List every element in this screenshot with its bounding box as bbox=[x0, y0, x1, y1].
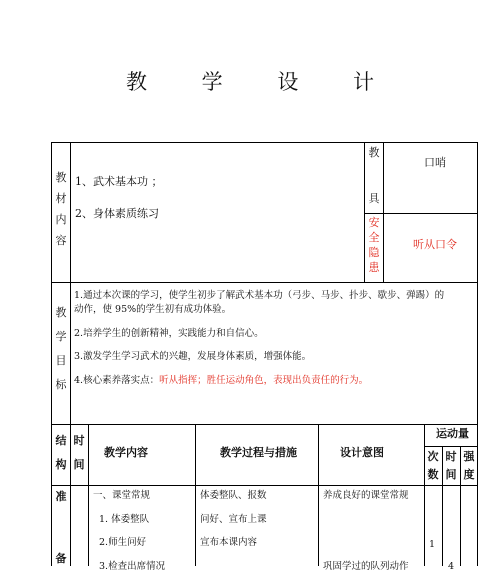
col-divider bbox=[195, 424, 196, 566]
header-time: 时 间 bbox=[73, 434, 85, 471]
header-content: 教学内容 bbox=[104, 446, 148, 459]
prep-content-1: 一、课堂常规 bbox=[93, 490, 151, 501]
header-intent: 设计意图 bbox=[340, 446, 384, 459]
objective-1-line-1: 1.通过本次课的学习，使学生初步了解武术基本功（弓步、马步、扑步、歇步、弹踢）的 bbox=[74, 290, 445, 301]
header-structure: 结 构 bbox=[55, 434, 67, 471]
row-divider bbox=[51, 424, 478, 425]
page-title: 教 学 设 计 bbox=[125, 70, 399, 94]
objective-2: 2.培养学生的创新精神，实践能力和自信心。 bbox=[74, 328, 264, 339]
header-load: 运动量 bbox=[436, 427, 469, 440]
row-divider bbox=[424, 446, 478, 447]
objective-4-prefix: 4.核心素养落实点： bbox=[74, 375, 160, 386]
equipment-value: 口哨 bbox=[424, 156, 446, 169]
table-border-left bbox=[51, 142, 52, 566]
objective-4 bbox=[74, 374, 368, 387]
header-process: 教学过程与措施 bbox=[220, 446, 297, 459]
safety-label: 安 全 隐 患 bbox=[368, 216, 380, 274]
row-divider bbox=[51, 485, 478, 486]
safety-value: 听从口令 bbox=[413, 238, 457, 251]
header-duration: 时 间 bbox=[445, 450, 457, 481]
prep-intent-1: 养成良好的课堂常规 bbox=[323, 490, 409, 501]
col-divider bbox=[460, 446, 461, 566]
materials-label: 教 材 内 容 bbox=[55, 171, 67, 247]
material-item-1: 1、武术基本功 ； bbox=[75, 175, 163, 188]
prep-process-2: 问好、宣布上课 bbox=[200, 514, 267, 525]
col-divider bbox=[364, 142, 365, 282]
table-border-right bbox=[477, 142, 478, 566]
prep-process-3: 宣布本课内容 bbox=[200, 537, 258, 548]
row-divider bbox=[51, 282, 478, 283]
objective-3: 3.激发学生学习武术的兴趣，发展身体素质，增强体能。 bbox=[74, 351, 312, 362]
prep-structure-label: 准 备 bbox=[55, 490, 67, 565]
table-border-top bbox=[51, 142, 478, 143]
col-divider bbox=[442, 446, 443, 566]
prep-intent-2: 巩固学过的队列动作 bbox=[323, 561, 409, 572]
row-divider bbox=[364, 213, 478, 214]
prep-duration: 4 bbox=[448, 561, 455, 572]
objectives-label: 教 学 目 标 bbox=[55, 306, 67, 391]
header-count: 次 数 bbox=[427, 450, 439, 481]
header-intensity: 强 度 bbox=[463, 450, 475, 481]
prep-count: 1 bbox=[429, 539, 436, 550]
material-item-2: 2、身体素质练习 bbox=[75, 207, 159, 220]
objective-4-highlight: 听从指挥；胜任运动角色，表现出负责任的行为。 bbox=[159, 375, 369, 386]
objective-1-line-2: 动作，使 95%的学生初有成功体验。 bbox=[74, 304, 232, 315]
prep-process-1: 体委整队、报数 bbox=[200, 490, 267, 501]
col-divider bbox=[318, 424, 319, 566]
col-divider bbox=[88, 424, 89, 566]
prep-content-3: 2.师生问好 bbox=[99, 537, 147, 548]
col-divider bbox=[383, 142, 384, 282]
prep-content-2: 1. 体委整队 bbox=[99, 514, 150, 525]
prep-content-4: 3.检查出席情况 bbox=[99, 561, 166, 572]
col-divider bbox=[70, 424, 71, 566]
equipment-label: 教 具 bbox=[368, 146, 380, 205]
col-divider bbox=[70, 142, 71, 425]
